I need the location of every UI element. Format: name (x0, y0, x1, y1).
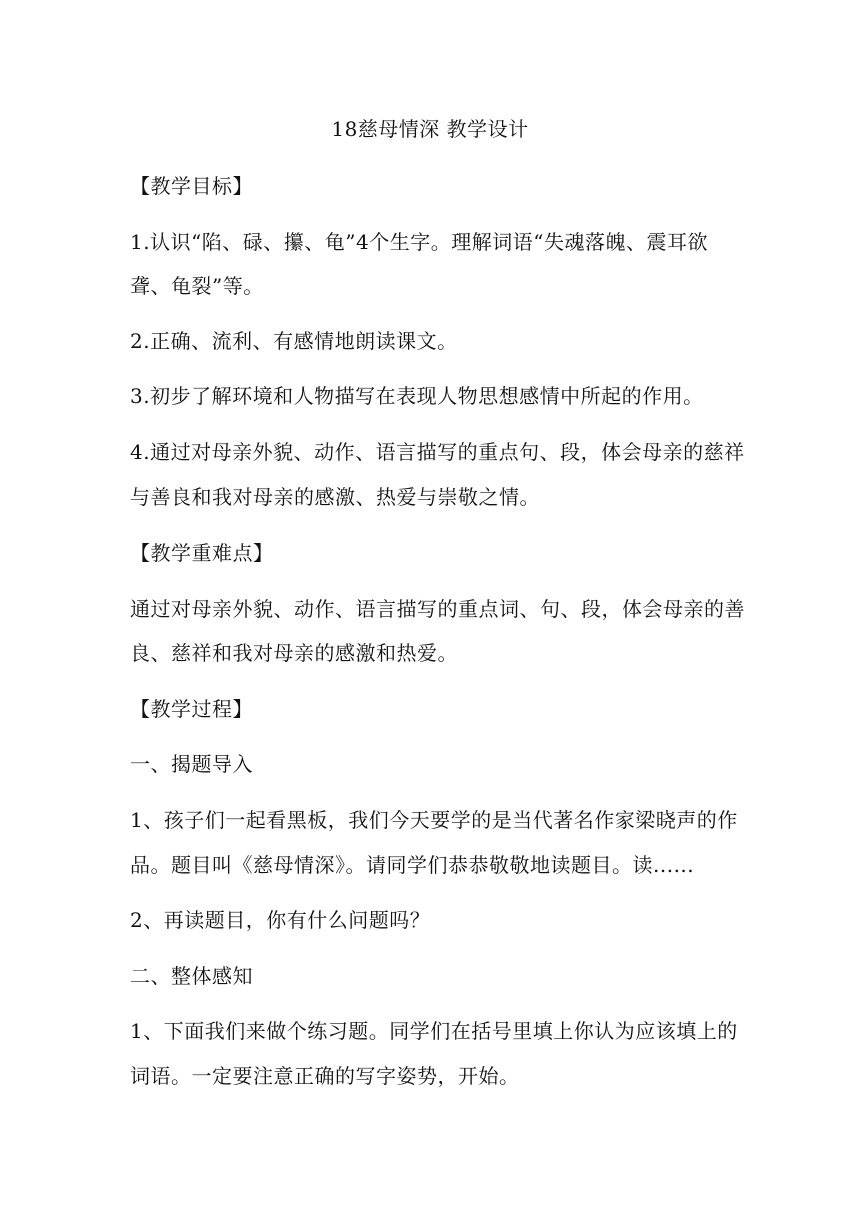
objective-1-line-1: 1.认识“陷、碌、攥、龟”4个生字。理解词语“失魂落魄、震耳欲 (130, 230, 708, 254)
part-2-heading: 二、整体感知 (130, 964, 253, 988)
objective-4-line-1: 4.通过对母亲外貌、动作、语言描写的重点句、段，体会母亲的慈祥 (130, 440, 745, 464)
key-points-line-1: 通过对母亲外貌、动作、语言描写的重点词、句、段，体会母亲的善 (130, 597, 745, 621)
key-points-line-2: 良、慈祥和我对母亲的感激和热爱。 (130, 641, 458, 665)
part-2-item-1-line-2: 词语。一定要注意正确的写字姿势，开始。 (130, 1064, 520, 1088)
part-1-item-1-line-1: 1、孩子们一起看黑板，我们今天要学的是当代著名作家梁晓声的作 (130, 808, 738, 832)
objective-1-line-2: 聋、龟裂”等。 (130, 274, 264, 298)
objective-4-line-2: 与善良和我对母亲的感激、热爱与崇敬之情。 (130, 485, 540, 509)
part-1-item-2: 2、再读题目，你有什么问题吗？ (130, 908, 431, 932)
objectives-heading: 【教学目标】 (130, 174, 253, 198)
objective-2: 2.正确、流利、有感情地朗读课文。 (130, 329, 458, 353)
part-1-item-1-line-2: 品。题目叫《慈母情深》。请同学们恭恭敬敬地读题目。读...... (130, 853, 695, 877)
process-heading: 【教学过程】 (130, 697, 253, 721)
part-1-heading: 一、揭题导入 (130, 752, 253, 776)
objective-3: 3.初步了解环境和人物描写在表现人物思想感情中所起的作用。 (130, 384, 704, 408)
key-points-heading: 【教学重难点】 (130, 541, 274, 565)
part-2-item-1-line-1: 1、下面我们来做个练习题。同学们在括号里填上你认为应该填上的 (130, 1019, 738, 1043)
document-title: 18慈母情深 教学设计 (331, 117, 529, 141)
